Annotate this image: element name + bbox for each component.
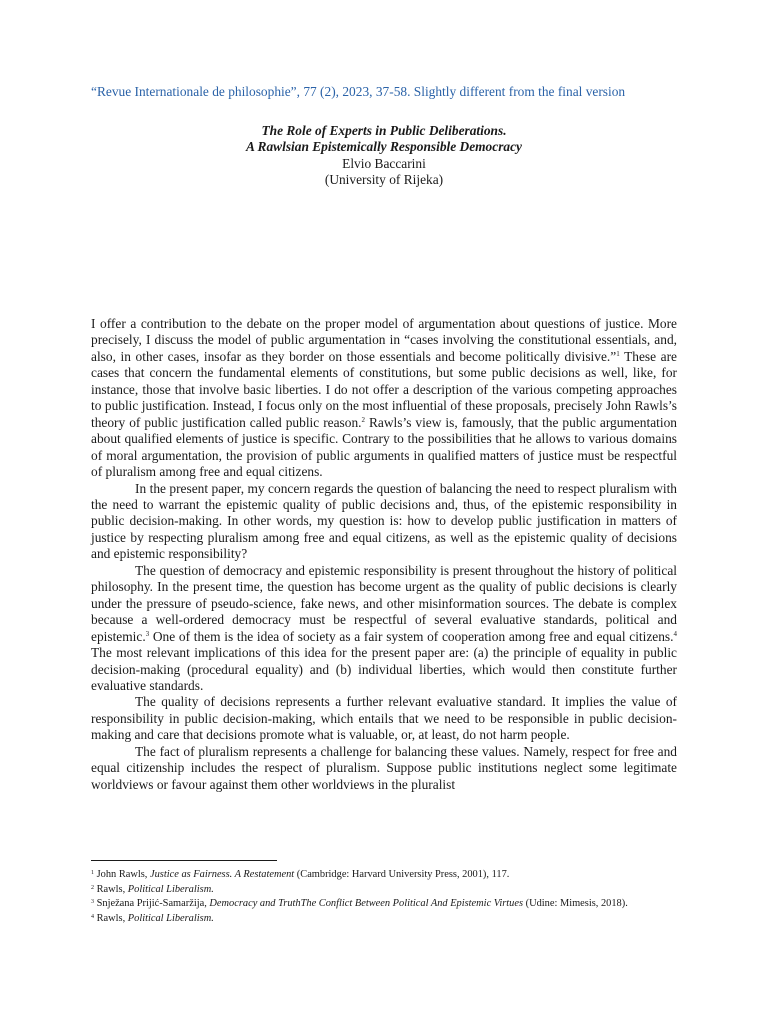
footnote-ref-4: 4 (673, 629, 677, 638)
citation-header: “Revue Internationale de philosophie”, 77 (2), 2023, 37-58. Slightly different from the final version (91, 84, 626, 99)
paragraph-2: In the present paper, my concern regards the question of balancing the need to respect pluralism with the need to warrant the epistemic quality of public decisions and, thus, of the epistemic responsibility in public decision-making. In other words, my question is: how to develop public justification in matters of justice by respecting pluralism among free and equal citizens, as well as the epistemic quality of decisions and epistemic responsibility? (91, 480, 677, 562)
paragraph-1: I offer a contribution to the debate on the proper model of argumentation about questions of justice. More precisely, I discuss the model of public argumentation in “cases involving the constitutional essentials, and, also, in other cases, insofar as they border on those essentials and become politically divisive.”$^1$ These are cases that concern the fundamental elements of constitutions, but some public decisions as well, like, for instance, those that involve basic liberties. I do not offer a description of the various competing approaches to public justification. Instead, I focus only on the most influential of these proposals, precisely John Rawls’s theory of public justification called public reason.$^2$ Rawls’s view is, famously, that the public argumentation about qualified elements of justice is specific. Contrary to the possibilities that he allows to various domains of moral argumentation, the provision of public arguments in qualified matters of justice must be respectful of pluralism among free and equal citizens. (91, 316, 677, 480)
footnote-4: $^4$ Rawls, Political Liberalism. (91, 912, 214, 924)
paragraph-3: The question of democracy and epistemic responsibility is present throughout the history of political philosophy. In the present time, the question has become urgent as the quality of public decisions is clearly under the pressure of pseudo-science, fake news, and other misinformation sources. The debate is complex because a well-ordered democracy must be respectful of several evaluative standards, political and epistemic.$^3$ One of them is the idea of society as a fair system of cooperation among free and equal citizens.$^4$ The most relevant implications of this idea for the present paper are: (a) the principle of equality in public decision-making (procedural equality) and (b) individual liberties, which would then constitute further evaluative standards. (91, 562, 677, 693)
author-name: Elvio Baccarini (342, 155, 426, 171)
paragraph-5: The fact of pluralism represents a challenge for balancing these values. Namely, respect for free and equal citizenship includes the respect of pluralism. Suppose public institutions neglect some legitimate worldviews or favour against them other worldviews in the pluralist (91, 743, 677, 792)
paragraph-4: The quality of decisions represents a further relevant evaluative standard. It implies the value of responsibility in public decision-making, which entails that we need to be responsible in public decision-making and care that decisions promote what is valuable, or, at least, do not harm people. (91, 694, 677, 743)
footnote-ref-2: 2 (361, 415, 365, 424)
body-text (91, 316, 677, 793)
document-page (91, 84, 677, 924)
footnotes (91, 868, 677, 926)
footnote-ref-3: 3 (145, 629, 150, 638)
title-block (91, 123, 677, 189)
footnote-1: $^1$ John Rawls, Justice as Fairness. A Restatement (Cambridge: Harvard University Press, 2001), 117. (91, 869, 510, 880)
paper-title-line-2: A Rawlsian Epistemically Responsible Democracy (246, 139, 522, 154)
footnote-3: $^3$ Snježana Prijić-Samaržija, Democracy and TruthThe Conflict Between Political And Epistemic Virtues (Udine: Mimesis, 2018). (91, 898, 628, 909)
paper-title-line-1: The Role of Experts in Public Deliberations. (261, 122, 507, 138)
author-affiliation: (University of Rijeka) (324, 172, 444, 187)
footnote-divider (91, 860, 277, 861)
footnote-ref-1: 1 (616, 349, 620, 358)
footnote-2: $^2$ Rawls, Political Liberalism. (91, 883, 214, 895)
